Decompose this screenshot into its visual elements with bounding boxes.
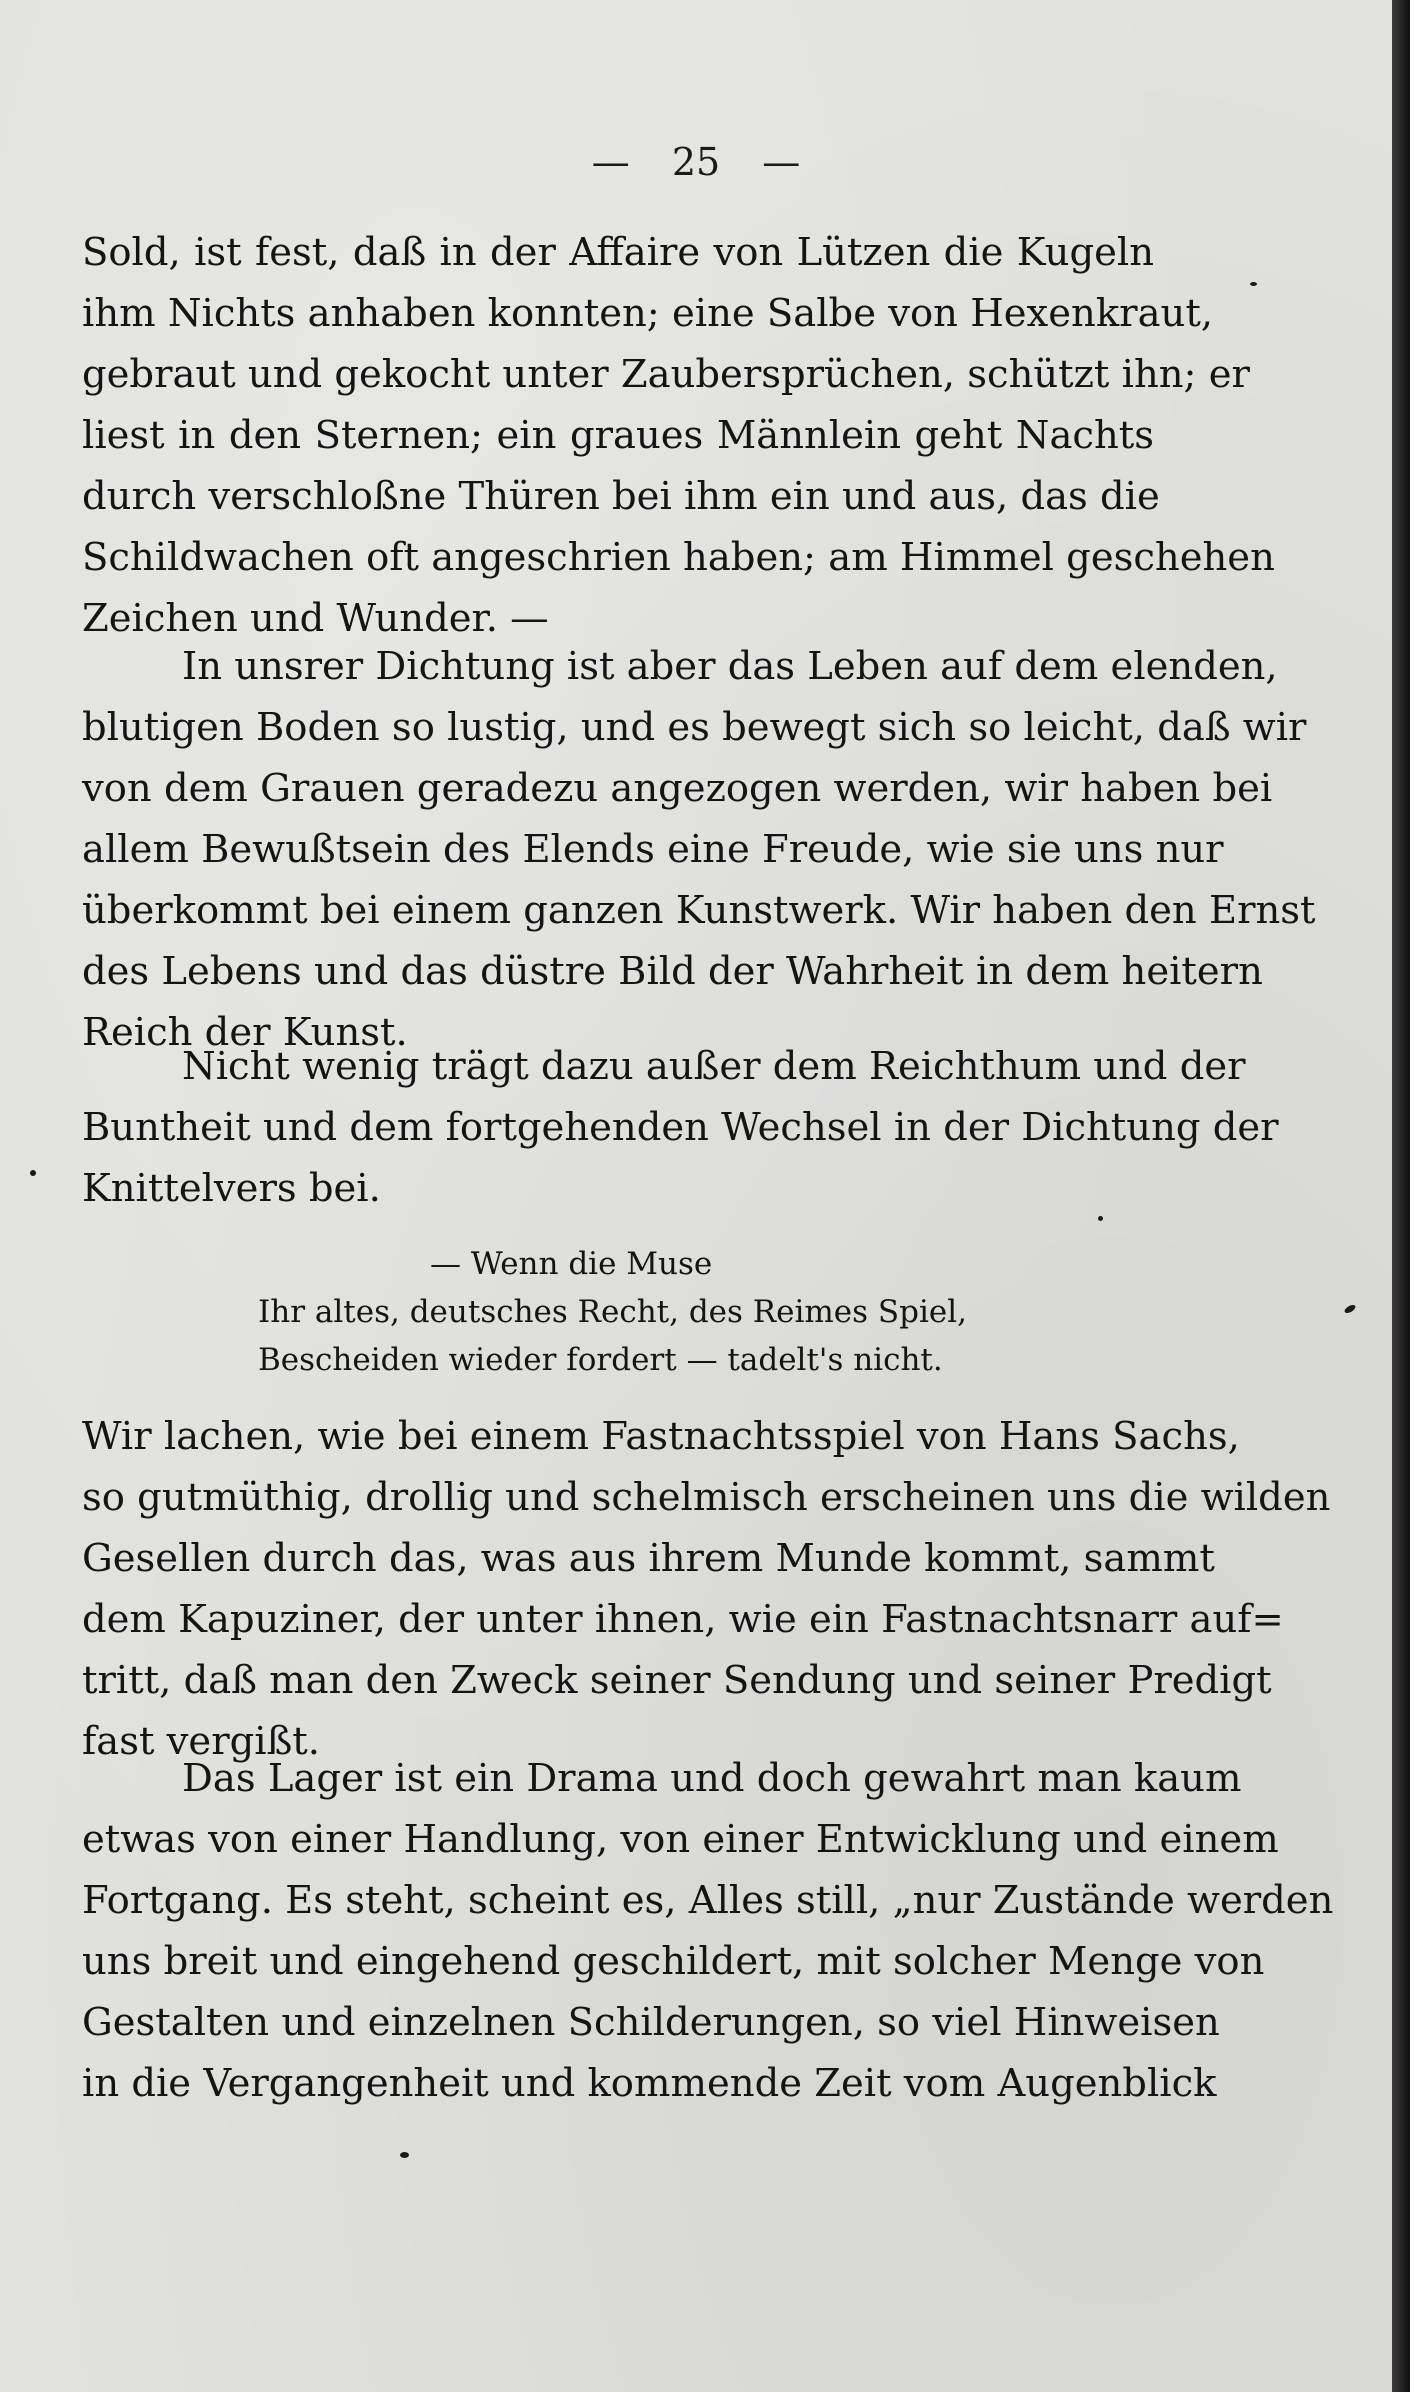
text-line: Zeichen und Wunder. — [82,596,549,641]
text-line: gebraut und gekocht unter Zaubersprüchen, schützt ihn; er [82,352,1250,397]
ink-speck [30,1170,36,1176]
text-line: Knittelvers bei. [82,1166,381,1211]
text-line: etwas von einer Handlung, von einer Entwicklung und einem [82,1817,1279,1862]
text-line: des Lebens und das düstre Bild der Wahrheit in dem heitern [82,949,1263,994]
page-edge [1392,0,1410,2392]
text-line: in die Vergangenheit und kommende Zeit vom Augenblick [82,2061,1217,2106]
paragraph-5 [82,1748,1334,2114]
verse-quote [0,1240,1392,1384]
verse-line: Bescheiden wieder fordert — tadelt's nicht. [258,1342,943,1378]
ink-speck [400,2152,409,2158]
text-line: In unsrer Dichtung ist aber das Leben auf dem elenden, [182,644,1278,689]
text-line: Gestalten und einzelnen Schilderungen, so viel Hinweisen [82,2000,1220,2045]
text-line: Reich der Kunst. [82,1010,408,1055]
paragraph-1 [82,222,1275,649]
text-line: tritt, daß man den Zweck seiner Sendung und seiner Predigt [82,1658,1272,1703]
header-dash-right: — [762,140,801,184]
text-line: durch verschloßne Thüren bei ihm ein und aus, das die [82,474,1160,519]
text-line: Wir lachen, wie bei einem Fastnachtsspiel von Hans Sachs, [82,1414,1240,1459]
text-line: ihm Nichts anhaben konnten; eine Salbe von Hexenkraut, [82,291,1214,336]
text-line: überkommt bei einem ganzen Kunstwerk. Wir haben den Ernst [82,888,1316,933]
header-dash-left: — [591,140,630,184]
verse-line: — Wenn die Muse [430,1246,713,1282]
text-line: Das Lager ist ein Drama und doch gewahrt man kaum [182,1756,1242,1801]
ink-speck [1098,1216,1103,1221]
verse-line: Ihr altes, deutsches Recht, des Reimes Spiel, [258,1294,968,1330]
page-number: 25 [671,140,721,184]
ink-speck [1250,282,1257,286]
text-line: Schildwachen oft angeschrien haben; am Himmel geschehen [82,535,1275,580]
text-line: Gesellen durch das, was aus ihrem Munde kommt, sammt [82,1536,1215,1581]
paragraph-3 [82,1036,1279,1219]
text-line: Buntheit und dem fortgehenden Wechsel in der Dichtung der [82,1105,1279,1150]
text-line: Sold, ist fest, daß in der Affaire von Lützen die Kugeln [82,230,1154,275]
page-header [0,140,1392,184]
text-line: Fortgang. Es steht, scheint es, Alles still, „nur Zustände werden [82,1878,1334,1923]
paragraph-4 [82,1406,1331,1772]
text-line: liest in den Sternen; ein graues Männlein geht Nachts [82,413,1154,458]
text-line: blutigen Boden so lustig, und es bewegt sich so leicht, daß wir [82,705,1307,750]
text-line: uns breit und eingehend geschildert, mit solcher Menge von [82,1939,1265,1984]
text-line: dem Kapuziner, der unter ihnen, wie ein Fastnachtsnarr auf= [82,1597,1284,1642]
text-line: so gutmüthig, drollig und schelmisch erscheinen uns die wilden [82,1475,1331,1520]
text-line: allem Bewußtsein des Elends eine Freude, wie sie uns nur [82,827,1224,872]
text-line: Nicht wenig trägt dazu außer dem Reichthum und der [182,1044,1246,1089]
text-line: von dem Grauen geradezu angezogen werden, wir haben bei [82,766,1273,811]
paragraph-2 [82,636,1316,1063]
text-line: fast vergißt. [82,1719,320,1764]
